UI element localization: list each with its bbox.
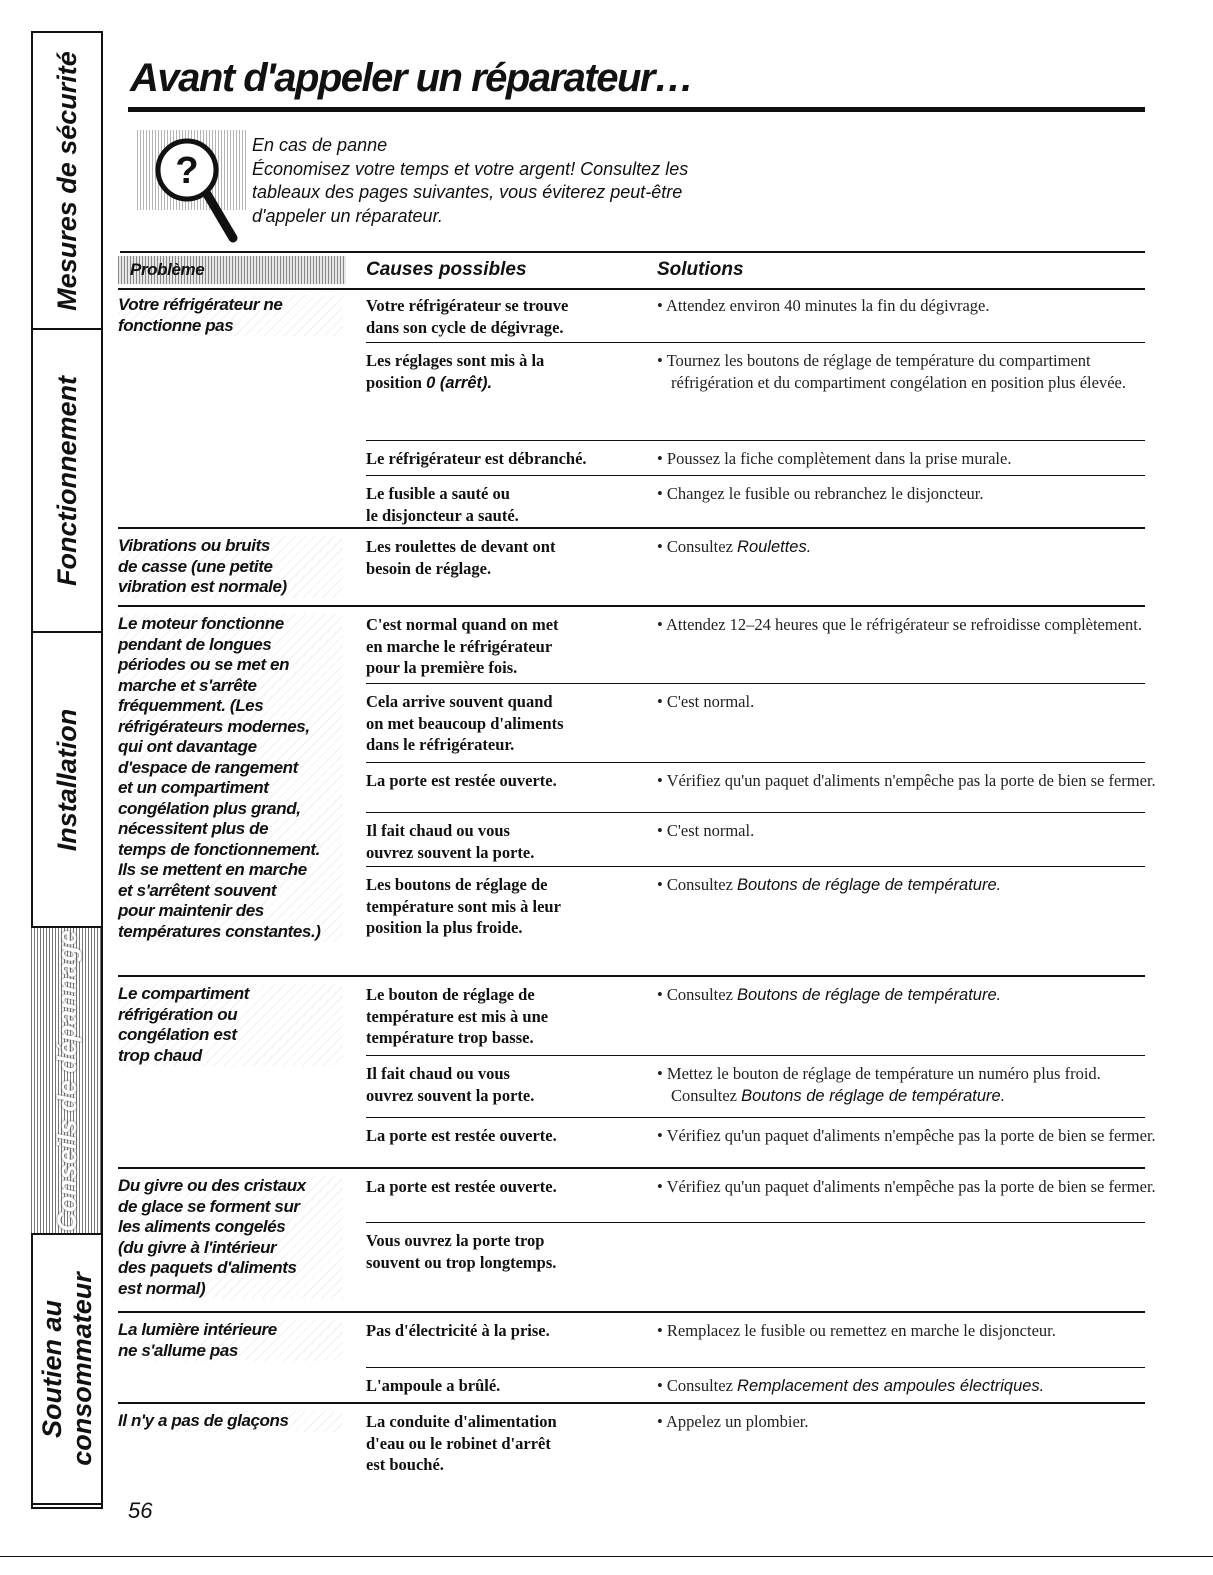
- sidebar-tab-label: Conseils de dépannage: [52, 929, 82, 1232]
- cause-solution-row: [366, 683, 1145, 754]
- solution-text: • Consultez Boutons de réglage de température.: [657, 875, 1002, 894]
- solution-text: • C'est normal.: [657, 821, 755, 840]
- cause-solution-row: [366, 1117, 1156, 1145]
- cause-text: Le réfrigérateur est débranché.: [366, 449, 587, 468]
- svg-text:?: ?: [175, 150, 199, 192]
- group-rule: [118, 1402, 1145, 1404]
- solution-text: • Appelez un plombier.: [657, 1412, 809, 1431]
- solution-text: • C'est normal.: [657, 692, 755, 711]
- header-solutions: Solutions: [657, 259, 744, 280]
- intro-line: d'appeler un réparateur.: [252, 205, 443, 226]
- sidebar-tab-label: Fonctionnement: [52, 375, 82, 586]
- cause-text: Le fusible a sauté ou le disjoncteur a sauté.: [366, 484, 519, 525]
- cause-text: La porte est restée ouverte.: [366, 771, 557, 790]
- cause-text: La porte est restée ouverte.: [366, 1177, 557, 1196]
- solution-text: • Consultez Boutons de réglage de température.: [657, 985, 1002, 1004]
- solution-text: • Consultez Remplacement des ampoules électriques.: [657, 1376, 1045, 1395]
- cause-text: Le bouton de réglage de température est mis à une température trop basse.: [366, 985, 549, 1047]
- solution-text: • Changez le fusible ou rebranchez le disjoncteur.: [657, 484, 984, 503]
- sidebar-tab-label: Installation: [52, 708, 82, 851]
- cause-text: Les réglages sont mis à la position 0 (arrêt).: [366, 351, 545, 392]
- cause-text: Cela arrive souvent quand on met beaucoup d'aliments dans le réfrigérateur.: [366, 692, 564, 754]
- sidebar-tab: [31, 1235, 103, 1505]
- sidebar-tab: [31, 33, 103, 330]
- cause-text: Pas d'électricité à la prise.: [366, 1321, 550, 1340]
- cause-text: C'est normal quand on met en marche le réfrigérateur pour la première fois.: [366, 615, 559, 677]
- cause-solution-row: [366, 342, 1145, 392]
- solution-text: • Attendez environ 40 minutes la fin du dégivrage.: [657, 296, 990, 315]
- solution-text: • Consultez Roulettes.: [657, 537, 812, 556]
- solution-text: • Vérifiez qu'un paquet d'aliments n'empêche pas la porte de bien se fermer.: [657, 1177, 1156, 1196]
- cause-text: L'ampoule a brûlé.: [366, 1376, 501, 1395]
- cause-text: La conduite d'alimentation d'eau ou le robinet d'arrêt est bouché.: [366, 1412, 557, 1474]
- cause-solution-row: [366, 866, 1145, 937]
- cause-solution-row: [366, 475, 1145, 525]
- bottom-rule: [0, 1556, 1213, 1557]
- cause-solution-row: [366, 1367, 1145, 1395]
- cause-solution-row: [366, 1222, 1145, 1272]
- sidebar-tab: [31, 633, 103, 928]
- intro-line: tableaux des pages suivantes, vous éviterez peut-être: [252, 182, 683, 202]
- section-sidebar: [31, 31, 103, 1509]
- group-rule: [118, 527, 1145, 529]
- group-rule: [118, 975, 1145, 977]
- group-rule: [118, 605, 1145, 607]
- page-title: Avant d'appeler un réparateur…: [130, 56, 693, 100]
- header-causes: Causes possibles: [366, 259, 527, 280]
- sidebar-tab-label: Soutien au consommateur: [37, 1272, 97, 1466]
- solution-text: • Remplacez le fusible ou remettez en marche le disjoncteur.: [657, 1321, 1056, 1340]
- intro-line: Économisez votre temps et votre argent! Consultez les: [252, 158, 689, 179]
- problem-label: Vibrations ou bruits de casse (une petite vibration est normale): [118, 536, 343, 598]
- sidebar-tab-label: Mesures de sécurité: [52, 50, 82, 311]
- solution-text: • Vérifiez qu'un paquet d'aliments n'empêche pas la porte de bien se fermer.: [657, 771, 1156, 790]
- page-number: 56: [128, 1498, 153, 1523]
- problem-label: Il n'y a pas de glaçons: [118, 1411, 343, 1432]
- cause-solution-row: [366, 1055, 1145, 1105]
- cause-solution-row: [366, 762, 1156, 790]
- problem-label: Le moteur fonctionne pendant de longues périodes ou se met en marche et s'arrête fréquemment. (Les réfrigérateurs modernes, qui ont davantage d'espace de rangement et un compartiment congélation plus grand, nécessitent plus de temps de fonctionnement. Ils se mettent en marche et s'arrêtent souvent pour maintenir des températures constantes.): [118, 614, 343, 942]
- title-rule: [128, 107, 1145, 112]
- cause-text: Vous ouvrez la porte trop souvent ou trop longtemps.: [366, 1231, 557, 1272]
- cause-text: La porte est restée ouverte.: [366, 1126, 557, 1145]
- group-rule: [118, 1167, 1145, 1169]
- question-magnifier-icon: [137, 130, 247, 245]
- cause-text: Les boutons de réglage de température sont mis à leur position la plus froide.: [366, 875, 561, 937]
- cause-text: Les roulettes de devant ont besoin de réglage.: [366, 537, 556, 578]
- solution-text: • Tournez les boutons de réglage de température du compartiment réfrigération et du compartiment congélation en position plus élevée.: [657, 351, 1126, 392]
- solution-text: • Vérifiez qu'un paquet d'aliments n'empêche pas la porte de bien se fermer.: [657, 1126, 1156, 1145]
- solution-text: • Attendez 12–24 heures que le réfrigérateur se refroidisse complètement.: [657, 615, 1143, 634]
- cause-text: Votre réfrigérateur se trouve dans son cycle de dégivrage.: [366, 296, 569, 337]
- intro-line: En cas de panne: [252, 135, 388, 155]
- problem-label: La lumière intérieure ne s'allume pas: [118, 1320, 343, 1361]
- sidebar-tab: [31, 330, 103, 633]
- solution-text: • Mettez le bouton de réglage de température un numéro plus froid. Consultez Boutons de réglage de température.: [657, 1064, 1101, 1105]
- header-problem: Problème: [118, 256, 346, 284]
- problem-label: Le compartiment réfrigération ou congélation est trop chaud: [118, 984, 343, 1066]
- sidebar-tab: [31, 928, 103, 1235]
- cause-solution-row: [366, 812, 1145, 862]
- cause-solution-row: [366, 440, 1145, 468]
- intro-text: [252, 134, 752, 228]
- problem-label: Du givre ou des cristaux de glace se forment sur les aliments congelés (du givre à l'intérieur des paquets d'aliments est normal): [118, 1176, 343, 1299]
- group-rule: [118, 1311, 1145, 1313]
- cause-text: Il fait chaud ou vous ouvrez souvent la porte.: [366, 821, 535, 862]
- problem-label: Votre réfrigérateur ne fonctionne pas: [118, 295, 343, 336]
- header-bottom-rule: [118, 288, 1145, 290]
- header-top-rule: [120, 251, 1145, 253]
- solution-text: • Poussez la fiche complètement dans la prise murale.: [657, 449, 1012, 468]
- cause-text: Il fait chaud ou vous ouvrez souvent la porte.: [366, 1064, 535, 1105]
